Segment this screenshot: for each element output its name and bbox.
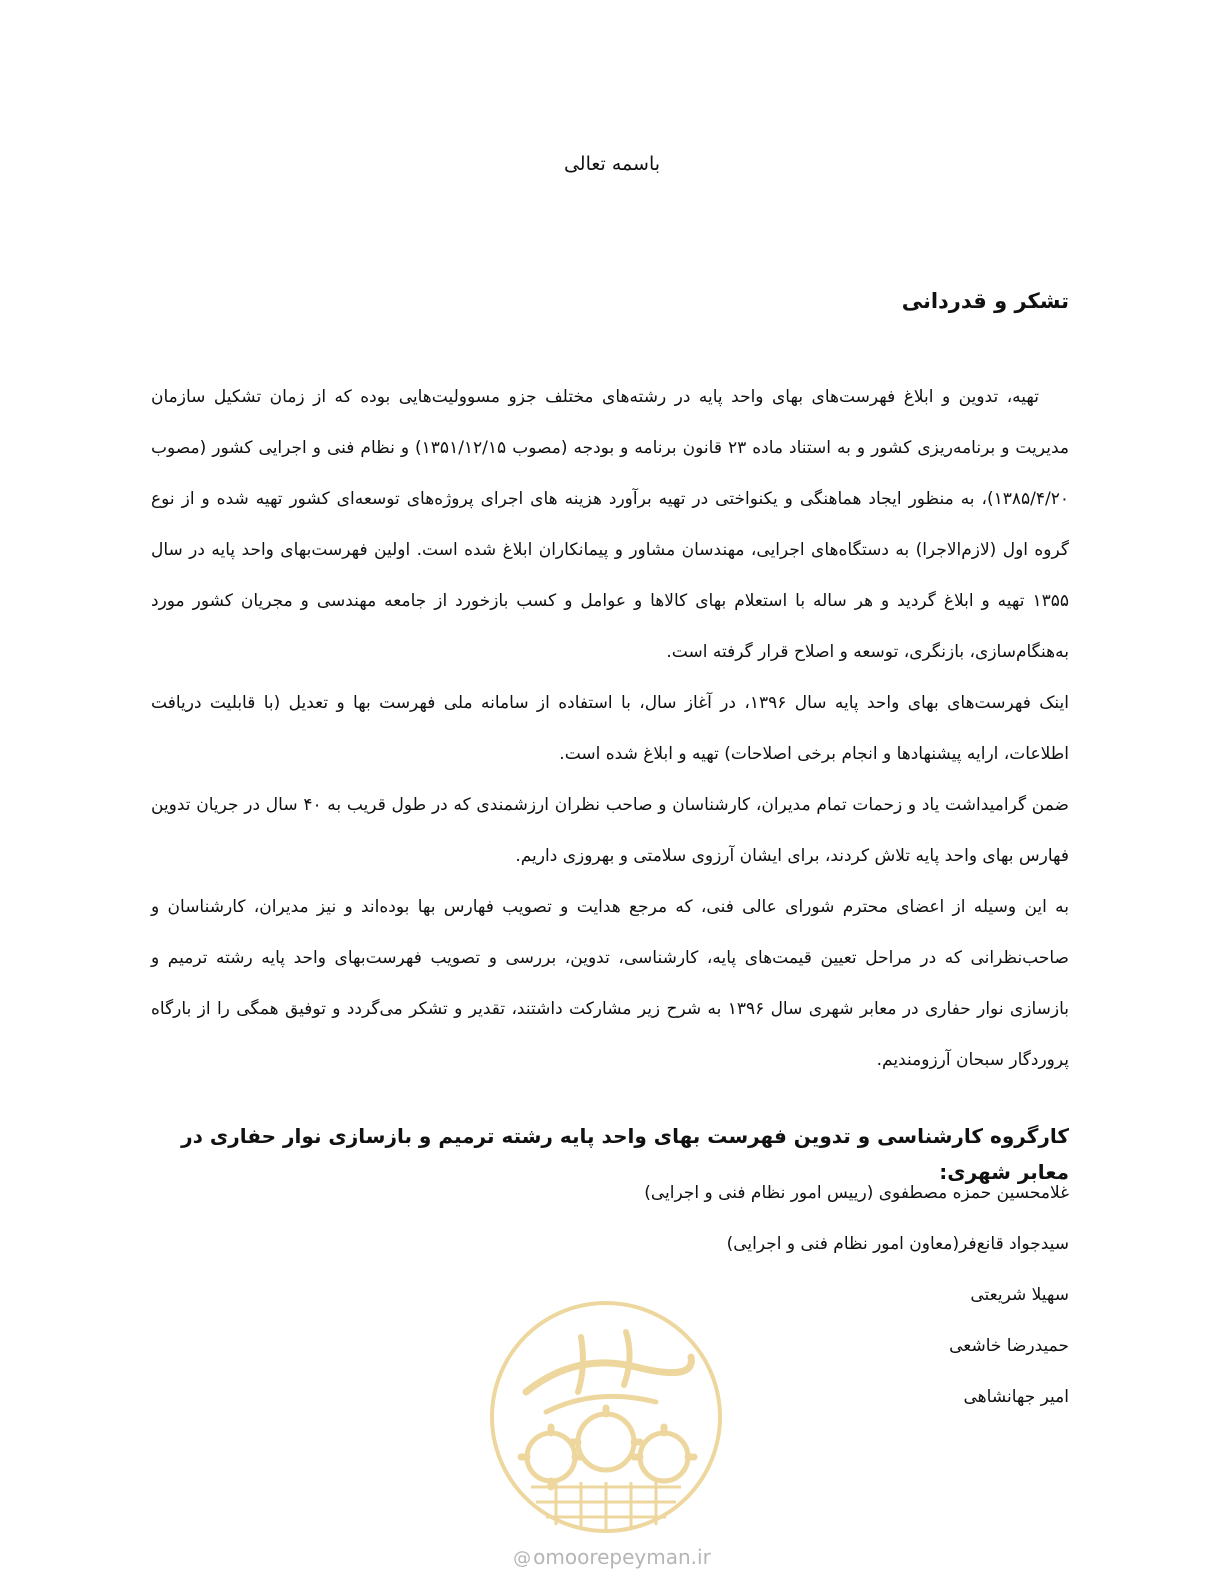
paragraph: تهیه، تدوین و ابلاغ فهرست‌های بهای واحد پایه در رشته‌های مختلف جزو مسوولیت‌هایی بوده که از زمان تشکیل سازمان مدیریت و برنامه‌ریزی کشور و به استناد ماده ۲۳ قانون برنامه و بودجه (مصوب ۱۳۵۱/۱۲/۱۵) و نظام فنی و اجرایی کشور (مصوب ۱۳۸۵/۴/۲۰)، به منظور ایجاد هماهنگی و یکنواختی در تهیه برآورد هزینه های اجرای پروژه‌های توسعه‌ای کشور تهیه شده و از نوع گروه اول (لازم‌الاجرا) به دستگاه‌های اجرایی، مهندسان مشاور و پیمانکاران ابلاغ شده است. اولین فهرست‌بهای واحد پایه در سال ۱۳۵۵ تهیه و ابلاغ گردید و هر ساله با استعلام بهای کالاها و عوامل و کسب بازخورد از جامعه مهندسی و مجریان کشور مورد به‌هنگام‌سازی، بازنگری، توسعه و اصلاح قرار گرفته است. [151, 387, 1069, 662]
at-icon: @ [513, 1548, 532, 1569]
paragraph: ضمن گرامیداشت یاد و زحمات تمام مدیران، کارشناسان و صاحب نظران ارزشمندی که در طول قریب به ۴۰ سال در جریان تدوین فهارس بهای واحد پایه تلاش کردند، برای ایشان آرزوی سلامتی و بهروزی داریم. [151, 795, 1069, 866]
watermark-site [0, 1543, 1224, 1573]
paragraph: به این وسیله از اعضای محترم شورای عالی فنی، که مرجع هدایت و تصویب فهارس بها بوده‌اند و نیز مدیران، کارشناسان و صاحب‌نظرانی که در مراحل تعیین قیمت‌های پایه، کارشناسی، تدوین، بررسی و تصویب فهرست‌بهای واحد پایه رشته ترمیم و بازسازی نوار حفاری در معابر شهری سال ۱۳۹۶ به شرح زیر مشارکت داشتند، تقدیر و تشکر می‌گردد و توفیق همگی را از بارگاه پروردگار سبحان آرزومندیم. [151, 897, 1069, 1070]
page-heading: تشکر و قدردانی [901, 289, 1069, 313]
working-group-heading: کارگروه کارشناسی و تدوین فهرست بهای واحد پایه رشته ترمیم و بازسازی نوار حفاری در معابر شهری: [181, 1124, 1069, 1184]
member-item: غلامحسین حمزه مصطفوی (رییس امور نظام فنی و اجرایی) [644, 1183, 1069, 1203]
member-item: حمیدرضا خاشعی [949, 1336, 1069, 1356]
body-text [151, 372, 1069, 1086]
member-item: سهیلا شریعتی [970, 1285, 1069, 1305]
basmala: باسمه تعالی [563, 153, 661, 175]
member-item: سیدجواد قانع‌فر(معاون امور نظام فنی و اجرایی) [726, 1234, 1069, 1254]
member-item: امیر جهانشاهی [963, 1387, 1069, 1407]
watermark-site-text: omoorepeyman.ir [533, 1545, 711, 1569]
watermark-seal-icon [486, 1297, 726, 1537]
paragraph: اینک فهرست‌های بهای واحد پایه سال ۱۳۹۶، در آغاز سال، با استفاده از سامانه ملی فهرست بها و تعدیل (با قابلیت دریافت اطلاعات، ارایه پیشنهادها و انجام برخی اصلاحات) تهیه و ابلاغ شده است. [151, 693, 1069, 764]
